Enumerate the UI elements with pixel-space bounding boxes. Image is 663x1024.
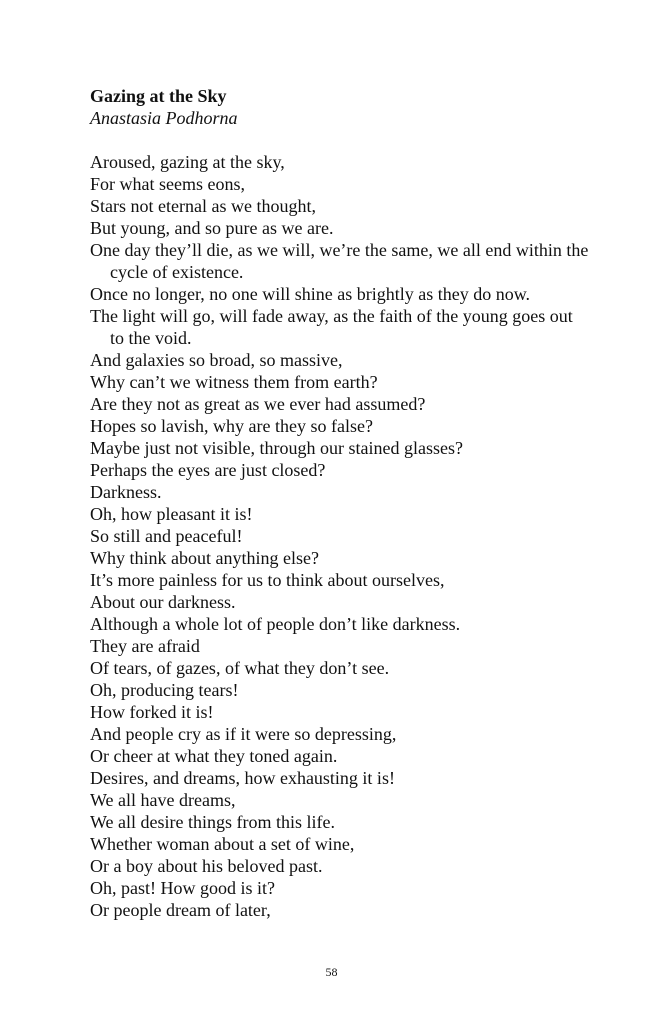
poem-line: They are afraid [90,636,200,656]
poem-line: Oh, past! How good is it? [90,878,275,898]
poem-title: Gazing at the Sky [90,86,227,106]
poem-line: Why can’t we witness them from earth? [90,372,378,392]
poem-line: Hopes so lavish, why are they so false? [90,416,373,436]
poem-line: Are they not as great as we ever had assumed? [90,394,426,414]
poem-line: We all have dreams, [90,790,236,810]
poem-line: So still and peaceful! [90,526,243,546]
poem-line: It’s more painless for us to think about ourselves, [90,570,445,590]
poem-line: And people cry as if it were so depressing, [90,724,397,744]
poem-line: Although a whole lot of people don’t like darkness. [90,614,461,634]
poem-line: Or a boy about his beloved past. [90,856,323,876]
poem-line: How forked it is! [90,702,214,722]
poem-line: Or cheer at what they toned again. [90,746,338,766]
poem-line: And galaxies so broad, so massive, [90,350,343,370]
poem-line: Aroused, gazing at the sky, [90,152,285,172]
poem-line: Or people dream of later, [90,900,271,920]
poem-line: But young, and so pure as we are. [90,218,334,238]
poem-line: One day they’ll die, as we will, we’re the same, we all end within the cycle of existence. [90,240,589,282]
poem-author: Anastasia Podhorna [90,108,238,128]
poem-line: We all desire things from this life. [90,812,335,832]
poem-line: Darkness. [90,482,162,502]
poem-line: Oh, producing tears! [90,680,239,700]
poem-line: Why think about anything else? [90,548,319,568]
poem-line: Oh, how pleasant it is! [90,504,253,524]
poem-line: Once no longer, no one will shine as brightly as they do now. [90,284,531,304]
poem-line: For what seems eons, [90,174,245,194]
poem-line: Desires, and dreams, how exhausting it is! [90,768,395,788]
poem-line: Maybe just not visible, through our stained glasses? [90,438,463,458]
poem-line: Perhaps the eyes are just closed? [90,460,326,480]
poem-body [90,151,590,921]
poem-line: Of tears, of gazes, of what they don’t see. [90,658,390,678]
page-number: 58 [325,965,338,979]
poem-line: The light will go, will fade away, as the faith of the young goes out to the void. [90,306,573,348]
poem-line: Stars not eternal as we thought, [90,196,316,216]
poem-line: About our darkness. [90,592,236,612]
poem-line: Whether woman about a set of wine, [90,834,355,854]
